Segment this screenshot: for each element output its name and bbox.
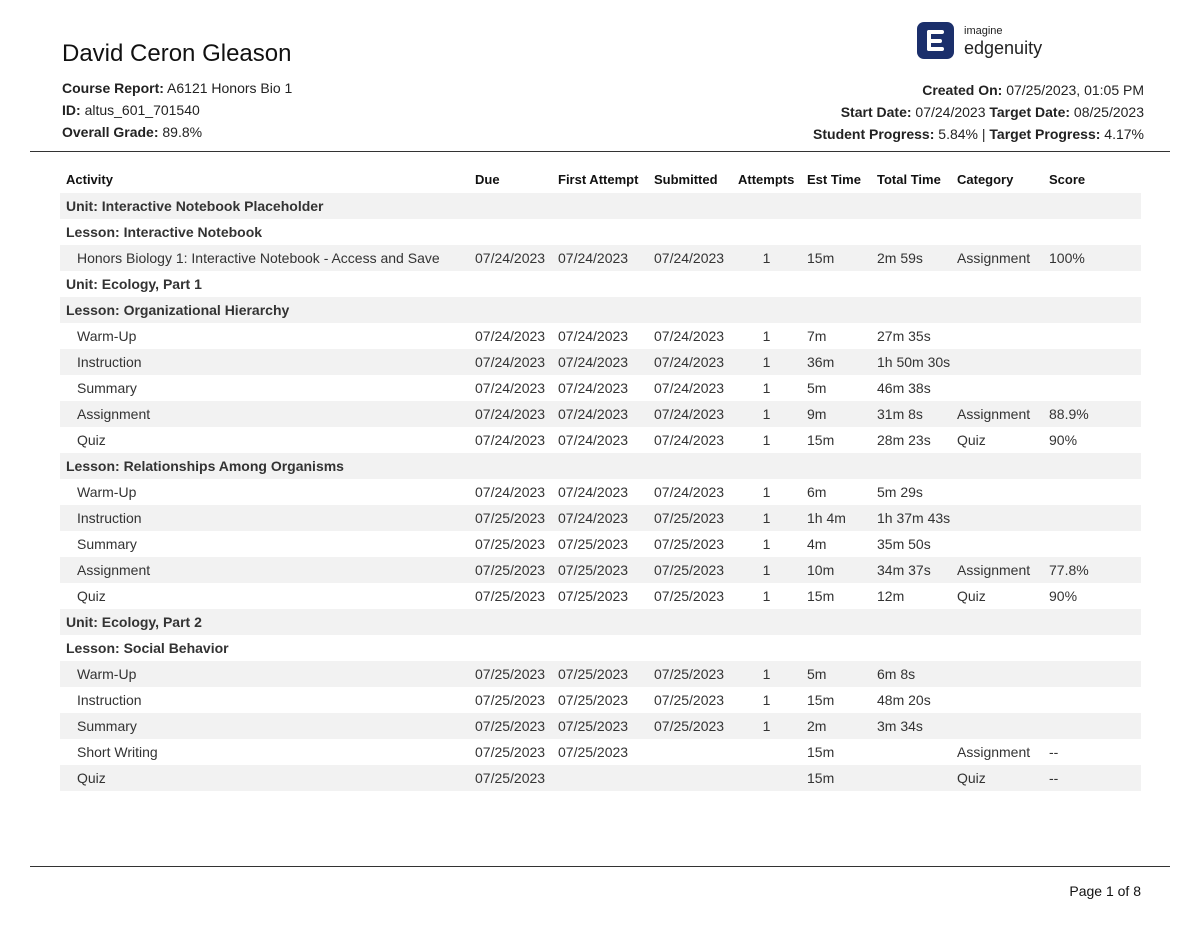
table-row — [60, 661, 1141, 687]
table-row — [60, 401, 1141, 427]
cell-attempts: 1 — [732, 713, 801, 739]
cell-first-attempt: 07/25/2023 — [558, 691, 629, 708]
column-header-score: Score — [1049, 172, 1086, 187]
cell-attempts: 1 — [732, 401, 801, 427]
lesson-title: Lesson: Interactive Notebook — [66, 223, 263, 240]
cell-activity: Instruction — [60, 505, 469, 531]
column-header-submitted: Submitted — [654, 172, 718, 187]
cell-score — [1043, 479, 1141, 505]
cell-score — [1043, 661, 1141, 687]
cell-score — [1043, 349, 1141, 375]
lesson-title: Lesson: Relationships Among Organisms — [60, 453, 1141, 479]
cell-activity: Instruction — [60, 349, 469, 375]
unit-header-row — [60, 193, 1141, 219]
cell-total-time: 3m 34s — [871, 713, 951, 739]
course-label: Course Report: — [62, 80, 164, 96]
cell-activity: Summary — [60, 713, 469, 739]
column-header-activity: Activity — [66, 172, 113, 187]
table-body — [60, 193, 1141, 791]
cell-due: 07/25/2023 — [475, 691, 546, 708]
cell-submitted: 07/24/2023 — [654, 483, 725, 500]
unit-header-row — [60, 609, 1141, 635]
cell-total-time: 31m 8s — [871, 401, 951, 427]
cell-due: 07/25/2023 — [469, 661, 552, 687]
cell-activity: Warm-Up — [60, 661, 469, 687]
cell-first-attempt: 07/25/2023 — [558, 587, 629, 604]
cell-attempts: 1 — [732, 661, 801, 687]
cell-est-time: 15m — [807, 431, 835, 448]
cell-total-time: 1h 50m 30s — [871, 349, 951, 375]
unit-title: Unit: Interactive Notebook Placeholder — [60, 193, 1141, 219]
cell-due: 07/24/2023 — [475, 327, 546, 344]
cell-est-time: 15m — [807, 743, 835, 760]
progress-row — [813, 123, 1144, 145]
cell-submitted: 07/25/2023 — [648, 505, 732, 531]
cell-score — [1043, 531, 1141, 557]
column-header-attempts: Attempts — [738, 172, 795, 187]
cell-submitted: 07/25/2023 — [648, 557, 732, 583]
cell-attempts — [732, 739, 801, 765]
cell-total-time: 28m 23s — [877, 431, 931, 448]
cell-submitted: 07/24/2023 — [648, 349, 732, 375]
cell-due: 07/24/2023 — [469, 245, 552, 271]
cell-category: Assignment — [951, 245, 1043, 271]
cell-category — [951, 531, 1043, 557]
cell-category — [951, 505, 1043, 531]
cell-submitted: 07/25/2023 — [648, 661, 732, 687]
table-row — [60, 349, 1141, 375]
table-row — [60, 375, 1141, 401]
cell-est-time: 15m — [801, 245, 871, 271]
header-divider — [30, 151, 1170, 152]
cell-attempts — [732, 765, 801, 791]
cell-score — [1043, 713, 1141, 739]
edgenuity-logo — [917, 22, 1057, 62]
cell-submitted: 07/24/2023 — [648, 401, 732, 427]
id-label: ID: — [62, 102, 81, 118]
column-header-due: Due — [475, 172, 500, 187]
cell-activity: Assignment — [60, 401, 469, 427]
cell-category — [951, 661, 1043, 687]
cell-first-attempt: 07/24/2023 — [558, 431, 629, 448]
cell-total-time: 12m — [877, 587, 905, 604]
cell-activity: Assignment — [60, 557, 469, 583]
table-row — [60, 427, 1141, 453]
activity-table-container — [60, 166, 1141, 791]
lesson-header-row — [60, 297, 1141, 323]
cell-due: 07/25/2023 — [475, 535, 546, 552]
cell-due: 07/25/2023 — [475, 743, 546, 760]
cell-total-time: 6m 8s — [871, 661, 951, 687]
cell-due: 07/25/2023 — [469, 713, 552, 739]
cell-total-time: 46m 38s — [877, 379, 931, 396]
cell-submitted — [648, 739, 732, 765]
course-report-row — [62, 77, 292, 99]
lesson-header-row — [60, 635, 1141, 661]
cell-first-attempt: 07/24/2023 — [552, 505, 648, 531]
cell-category: Assignment — [951, 401, 1043, 427]
cell-score: 88.9% — [1043, 401, 1141, 427]
target-progress-value: 4.17% — [1104, 126, 1144, 142]
cell-attempts: 1 — [762, 587, 771, 604]
cell-submitted: 07/24/2023 — [654, 327, 725, 344]
cell-est-time: 9m — [801, 401, 871, 427]
cell-first-attempt: 07/25/2023 — [558, 535, 629, 552]
cell-activity: Quiz — [77, 587, 106, 604]
cell-submitted: 07/25/2023 — [654, 587, 725, 604]
cell-est-time: 4m — [807, 535, 827, 552]
cell-due: 07/24/2023 — [475, 431, 546, 448]
created-label: Created On: — [922, 82, 1003, 98]
cell-est-time: 15m — [801, 765, 871, 791]
table-row — [60, 245, 1141, 271]
table-row — [60, 323, 1141, 349]
cell-total-time: 5m 29s — [877, 483, 923, 500]
cell-first-attempt: 07/25/2023 — [558, 743, 629, 760]
cell-first-attempt: 07/24/2023 — [552, 401, 648, 427]
cell-total-time: 35m 50s — [877, 535, 931, 552]
cell-est-time: 6m — [807, 483, 827, 500]
cell-est-time: 36m — [801, 349, 871, 375]
cell-submitted: 07/24/2023 — [654, 379, 725, 396]
unit-title: Unit: Ecology, Part 1 — [66, 275, 202, 292]
cell-submitted: 07/25/2023 — [654, 691, 725, 708]
cell-total-time: 48m 20s — [877, 691, 931, 708]
cell-total-time: 2m 59s — [871, 245, 951, 271]
start-date-label: Start Date: — [840, 104, 912, 120]
cell-submitted: 07/24/2023 — [654, 431, 725, 448]
cell-score: 90% — [1049, 431, 1078, 448]
activity-table — [60, 166, 1141, 791]
cell-first-attempt: 07/24/2023 — [558, 327, 629, 344]
edgenuity-e-logo-icon — [917, 22, 954, 59]
page-number: Page 1 of 8 — [1069, 883, 1141, 899]
table-row — [60, 739, 1141, 765]
column-header-first-attempt: First Attempt — [558, 172, 639, 187]
footer-divider — [30, 866, 1170, 867]
cell-score: 77.8% — [1043, 557, 1141, 583]
table-row — [60, 479, 1141, 505]
cell-category: Assignment — [951, 557, 1043, 583]
cell-est-time: 5m — [807, 379, 827, 396]
target-progress-label: Target Progress: — [989, 126, 1101, 142]
cell-submitted: 07/25/2023 — [654, 535, 725, 552]
cell-submitted: 07/25/2023 — [648, 713, 732, 739]
logo-big-text: edgenuity — [964, 38, 1043, 58]
cell-attempts: 1 — [762, 691, 771, 708]
cell-score — [1043, 323, 1141, 349]
unit-header-row — [60, 271, 1141, 297]
start-date-value: 07/24/2023 — [915, 104, 986, 120]
cell-first-attempt: 07/25/2023 — [552, 557, 648, 583]
cell-first-attempt: 07/24/2023 — [552, 349, 648, 375]
lesson-title: Lesson: Social Behavior — [66, 639, 229, 656]
table-row — [60, 583, 1141, 609]
cell-due: 07/25/2023 — [469, 505, 552, 531]
cell-category — [951, 349, 1043, 375]
cell-total-time: 1h 37m 43s — [871, 505, 951, 531]
table-row — [60, 713, 1141, 739]
dates-row — [813, 101, 1144, 123]
cell-est-time: 1h 4m — [801, 505, 871, 531]
cell-category — [951, 479, 1043, 505]
cell-category — [951, 323, 1043, 349]
id-row — [62, 99, 292, 121]
cell-attempts: 1 — [762, 535, 771, 552]
progress-separator: | — [981, 126, 986, 142]
cell-est-time: 15m — [807, 587, 835, 604]
column-header-category: Category — [957, 172, 1014, 187]
cell-attempts: 1 — [732, 245, 801, 271]
cell-total-time: 27m 35s — [877, 327, 931, 344]
lesson-title: Lesson: Organizational Hierarchy — [60, 297, 1141, 323]
cell-est-time: 2m — [801, 713, 871, 739]
cell-due: 07/24/2023 — [469, 349, 552, 375]
cell-first-attempt: 07/25/2023 — [552, 661, 648, 687]
student-progress-value: 5.84% — [938, 126, 978, 142]
student-name: David Ceron Gleason — [62, 40, 292, 67]
cell-est-time: 7m — [807, 327, 827, 344]
grade-label: Overall Grade: — [62, 124, 159, 140]
cell-due: 07/25/2023 — [475, 587, 546, 604]
table-header-row — [60, 166, 1141, 193]
cell-category — [951, 375, 1043, 401]
cell-activity: Warm-Up — [77, 483, 137, 500]
cell-submitted: 07/24/2023 — [648, 245, 732, 271]
cell-due: 07/25/2023 — [469, 557, 552, 583]
cell-activity: Summary — [77, 535, 137, 552]
overall-grade-row — [62, 121, 292, 143]
cell-due: 07/24/2023 — [475, 483, 546, 500]
cell-category: Assignment — [957, 743, 1031, 760]
unit-title: Unit: Ecology, Part 2 — [60, 609, 1141, 635]
cell-score: 90% — [1049, 587, 1078, 604]
course-value: A6121 Honors Bio 1 — [167, 80, 293, 96]
lesson-header-row — [60, 219, 1141, 245]
table-row — [60, 765, 1141, 791]
table-row — [60, 687, 1141, 713]
cell-score: 100% — [1043, 245, 1141, 271]
cell-score: -- — [1049, 743, 1059, 760]
cell-est-time: 10m — [801, 557, 871, 583]
table-row — [60, 531, 1141, 557]
table-row — [60, 505, 1141, 531]
cell-est-time: 5m — [801, 661, 871, 687]
cell-activity: Honors Biology 1: Interactive Notebook - Access and Save — [60, 245, 469, 271]
created-value: 07/25/2023, 01:05 PM — [1006, 82, 1144, 98]
cell-score — [1043, 687, 1141, 713]
cell-category: Quiz — [957, 431, 986, 448]
cell-attempts: 1 — [732, 557, 801, 583]
cell-attempts: 1 — [762, 483, 771, 500]
table-row — [60, 557, 1141, 583]
cell-total-time — [871, 765, 951, 791]
cell-first-attempt: 07/24/2023 — [552, 245, 648, 271]
cell-due: 07/25/2023 — [469, 765, 552, 791]
target-date-value: 08/25/2023 — [1073, 104, 1144, 120]
cell-activity: Quiz — [77, 431, 106, 448]
cell-due: 07/24/2023 — [475, 379, 546, 396]
cell-score — [1043, 505, 1141, 531]
cell-due: 07/24/2023 — [469, 401, 552, 427]
cell-activity: Summary — [77, 379, 137, 396]
cell-attempts: 1 — [762, 379, 771, 396]
cell-attempts: 1 — [732, 505, 801, 531]
cell-score — [1043, 375, 1141, 401]
cell-total-time — [871, 739, 951, 765]
cell-total-time: 34m 37s — [871, 557, 951, 583]
cell-score: -- — [1043, 765, 1141, 791]
cell-activity: Short Writing — [77, 743, 158, 760]
column-header-total-time: Total Time — [877, 172, 941, 187]
cell-first-attempt: 07/25/2023 — [552, 713, 648, 739]
cell-activity: Warm-Up — [77, 327, 137, 344]
cell-activity: Instruction — [77, 691, 142, 708]
lesson-header-row — [60, 453, 1141, 479]
column-header-est-time: Est Time — [807, 172, 861, 187]
id-value: altus_601_701540 — [84, 102, 200, 118]
cell-first-attempt — [552, 765, 648, 791]
cell-activity: Quiz — [60, 765, 469, 791]
cell-first-attempt: 07/24/2023 — [558, 379, 629, 396]
cell-category: Quiz — [951, 765, 1043, 791]
report-meta-right — [813, 79, 1144, 145]
created-on-row — [813, 79, 1144, 101]
cell-submitted — [648, 765, 732, 791]
report-meta-left — [62, 77, 292, 143]
cell-category — [951, 687, 1043, 713]
student-progress-label: Student Progress: — [813, 126, 935, 142]
grade-value: 89.8% — [162, 124, 203, 140]
cell-attempts: 1 — [762, 327, 771, 344]
cell-attempts: 1 — [732, 349, 801, 375]
cell-attempts: 1 — [762, 431, 771, 448]
logo-small-text: imagine — [964, 25, 1003, 37]
cell-category: Quiz — [957, 587, 986, 604]
target-date-label: Target Date: — [989, 104, 1071, 120]
cell-est-time: 15m — [807, 691, 835, 708]
cell-category — [951, 713, 1043, 739]
cell-first-attempt: 07/24/2023 — [558, 483, 629, 500]
